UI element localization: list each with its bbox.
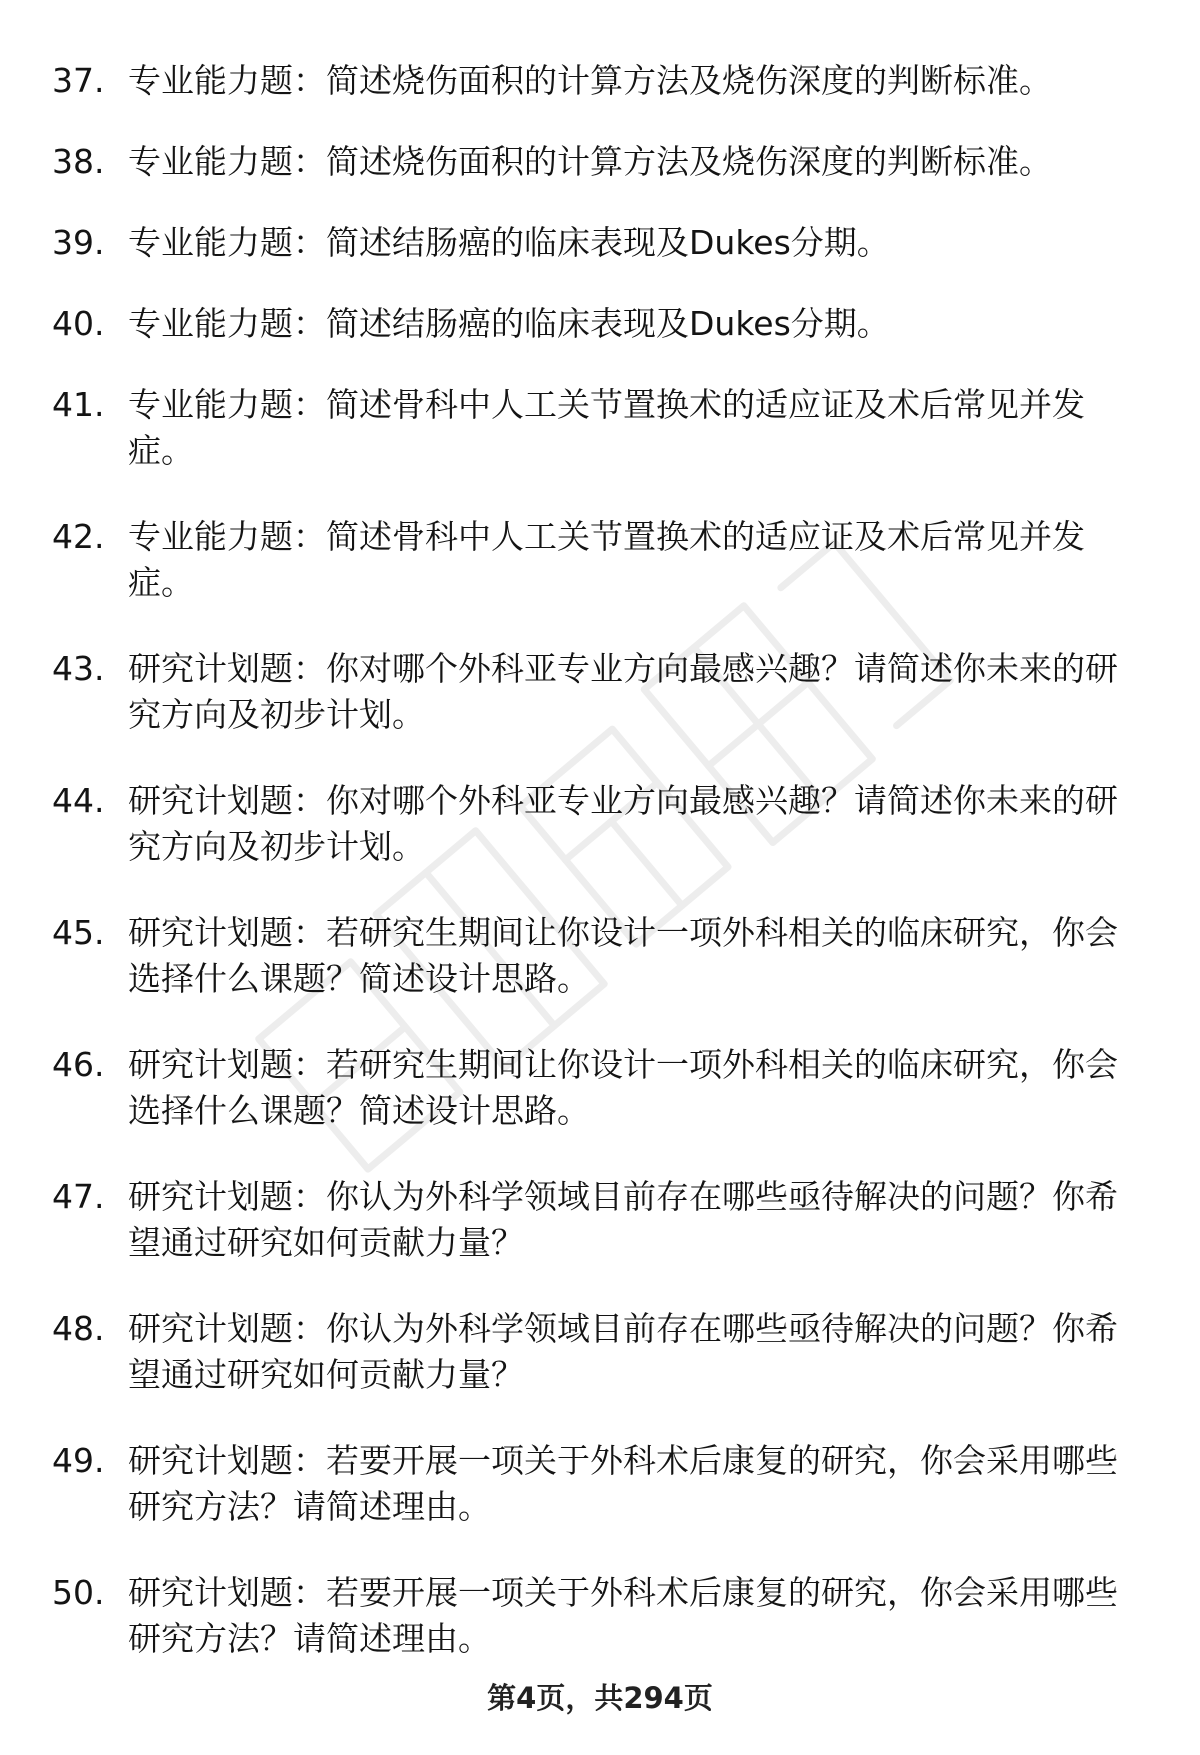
question-number: 42.	[52, 517, 105, 556]
question-number: 39.	[52, 223, 105, 262]
question-text: 专业能力题：简述骨科中人工关节置换术的适应证及术后常见并发症。	[128, 517, 1085, 602]
question-number: 45.	[52, 913, 105, 952]
question-item	[0, 1174, 1200, 1306]
question-text: 研究计划题：若要开展一项关于外科术后康复的研究，你会采用哪些研究方法？请简述理由。	[128, 1573, 1118, 1658]
question-text: 专业能力题：简述结肠癌的临床表现及Dukes分期。	[128, 223, 890, 262]
question-text: 研究计划题：你对哪个外科亚专业方向最感兴趣？请简述你未来的研究方向及初步计划。	[128, 649, 1118, 734]
question-item	[0, 646, 1200, 778]
question-text: 研究计划题：若研究生期间让你设计一项外科相关的临床研究，你会选择什么课题？简述设计思路。	[128, 1045, 1118, 1130]
question-number: 43.	[52, 649, 105, 688]
question-text: 研究计划题：你认为外科学领域目前存在哪些亟待解决的问题？你希望通过研究如何贡献力量？	[128, 1309, 1118, 1394]
question-number: 50.	[52, 1573, 105, 1612]
question-number: 38.	[52, 142, 105, 181]
question-item	[0, 301, 1200, 382]
question-item	[0, 220, 1200, 301]
question-item	[0, 1042, 1200, 1174]
question-text: 专业能力题：简述骨科中人工关节置换术的适应证及术后常见并发症。	[128, 385, 1085, 470]
question-number: 49.	[52, 1441, 105, 1480]
question-item	[0, 1438, 1200, 1570]
question-item	[0, 139, 1200, 220]
question-item	[0, 382, 1200, 514]
page-footer: 第4页，共294页	[487, 1681, 713, 1715]
question-number: 47.	[52, 1177, 105, 1216]
question-text: 专业能力题：简述烧伤面积的计算方法及烧伤深度的判断标准。	[128, 142, 1052, 181]
question-item	[0, 58, 1200, 139]
question-text: 研究计划题：若研究生期间让你设计一项外科相关的临床研究，你会选择什么课题？简述设计思路。	[128, 913, 1118, 998]
question-text: 专业能力题：简述烧伤面积的计算方法及烧伤深度的判断标准。	[128, 61, 1052, 100]
question-text: 专业能力题：简述结肠癌的临床表现及Dukes分期。	[128, 304, 890, 343]
question-text: 研究计划题：你认为外科学领域目前存在哪些亟待解决的问题？你希望通过研究如何贡献力量？	[128, 1177, 1118, 1262]
question-text: 研究计划题：你对哪个外科亚专业方向最感兴趣？请简述你未来的研究方向及初步计划。	[128, 781, 1118, 866]
question-number: 46.	[52, 1045, 105, 1084]
question-number: 37.	[52, 61, 105, 100]
question-number: 44.	[52, 781, 105, 820]
question-number: 48.	[52, 1309, 105, 1348]
question-item	[0, 778, 1200, 910]
question-text: 研究计划题：若要开展一项关于外科术后康复的研究，你会采用哪些研究方法？请简述理由。	[128, 1441, 1118, 1526]
question-item	[0, 1306, 1200, 1438]
question-list	[0, 58, 1200, 1702]
question-number: 41.	[52, 385, 105, 424]
question-item	[0, 910, 1200, 1042]
question-item	[0, 514, 1200, 646]
question-number: 40.	[52, 304, 105, 343]
